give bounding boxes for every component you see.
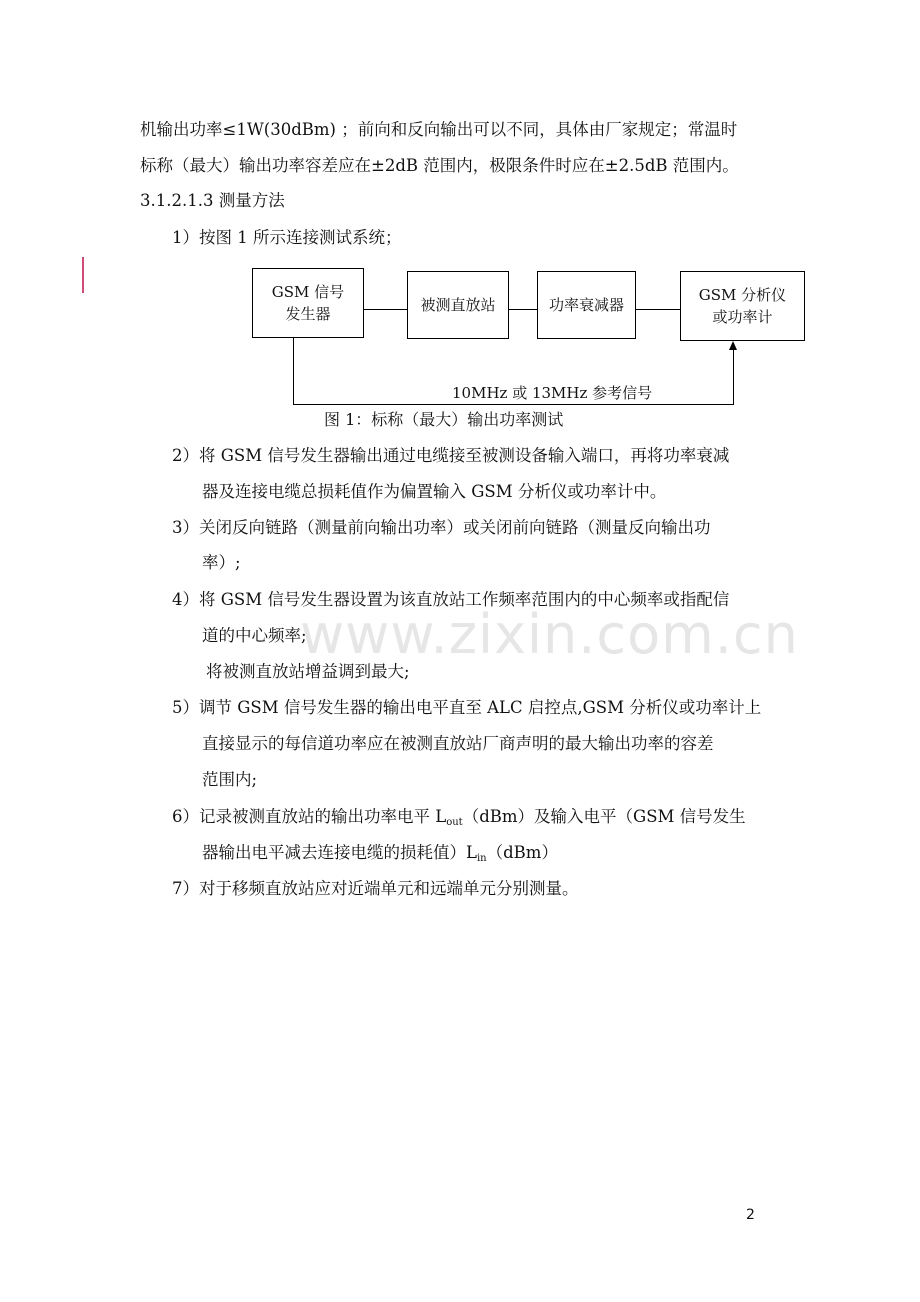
step-7: 7）对于移频直放站应对近端单元和远端单元分别测量。 [172,879,579,898]
step-2-line-1: 2）将 GSM 信号发生器输出通过电缆接至被测设备输入端口，再将功率衰减 [172,446,730,465]
box1-line1: GSM 信号 [271,283,345,301]
connector-3-4 [636,309,680,310]
gsm-signal-generator-box [252,268,364,338]
reference-signal-label: 10MHz 或 13MHz 参考信号 [452,384,653,402]
arrow-up-icon [729,341,737,350]
box4-line2: 或功率计 [712,308,773,326]
repeater-under-test-box [407,271,509,339]
box3-label: 功率衰减器 [548,296,624,314]
page-number: 2 [746,1207,755,1223]
box2-label: 被测直放站 [420,296,496,314]
connector-2-3 [509,309,537,310]
step-6-line-2-text-b: （dBm） [486,843,558,862]
intro-line-2: 标称（最大）输出功率容差应在±2dB 范围内，极限条件时应在±2.5dB 范围内。 [140,156,739,175]
step-6-line-2 [202,843,558,863]
gsm-analyzer-box [680,271,805,341]
section-heading: 3.1.2.1.3 测量方法 [140,191,285,210]
step-6-line-2-text-a: 器输出电平减去连接电缆的损耗值）L [202,843,477,862]
step-6-line-1 [172,807,746,827]
step-5-line-1: 5）调节 GSM 信号发生器的输出电平直至 ALC 启控点,GSM 分析仪或功率计上 [172,698,762,717]
step-2-line-2: 器及连接电缆总损耗值作为偏置输入 GSM 分析仪或功率计中。 [202,482,667,501]
power-attenuator-box [537,271,636,339]
step-1: 1）按图 1 所示连接测试系统； [172,228,402,247]
ref-line-up [733,349,734,404]
figure-caption: 图 1：标称（最大）输出功率测试 [324,410,564,429]
step-4-line-3: 将被测直放站增益调到最大; [206,662,410,681]
step-4-line-1: 4）将 GSM 信号发生器设置为该直放站工作频率范围内的中心频率或指配信 [172,590,730,609]
connector-1-2 [364,309,407,310]
intro-line-1: 机输出功率≤1W(30dBm) ；前向和反向输出可以不同，具体由厂家规定；常温时 [140,120,738,139]
step-3-line-2: 率）; [202,553,241,572]
l-out-subscript: out [446,817,463,828]
box1-line2: 发生器 [285,305,331,323]
watermark: www.zixin.com.cn [300,603,799,666]
step-6-line-1-text-b: （dBm）及输入电平（GSM 信号发生 [462,807,746,826]
step-4-line-2: 道的中心频率; [202,626,307,645]
step-3-line-1: 3）关闭反向链路（测量前向输出功率）或关闭前向链路（测量反向输出功 [172,518,711,537]
step-5-line-2: 直接显示的每信道功率应在被测直放站厂商声明的最大输出功率的容差 [202,734,714,753]
l-in-subscript: in [476,853,487,864]
revision-margin-mark [82,257,84,293]
step-6-line-1-text-a: 6）记录被测直放站的输出功率电平 L [172,807,447,826]
box4-line1: GSM 分析仪 [698,286,787,304]
ref-line-down [293,338,294,405]
step-5-line-3: 范围内; [202,770,258,789]
ref-line-bottom [293,404,734,405]
